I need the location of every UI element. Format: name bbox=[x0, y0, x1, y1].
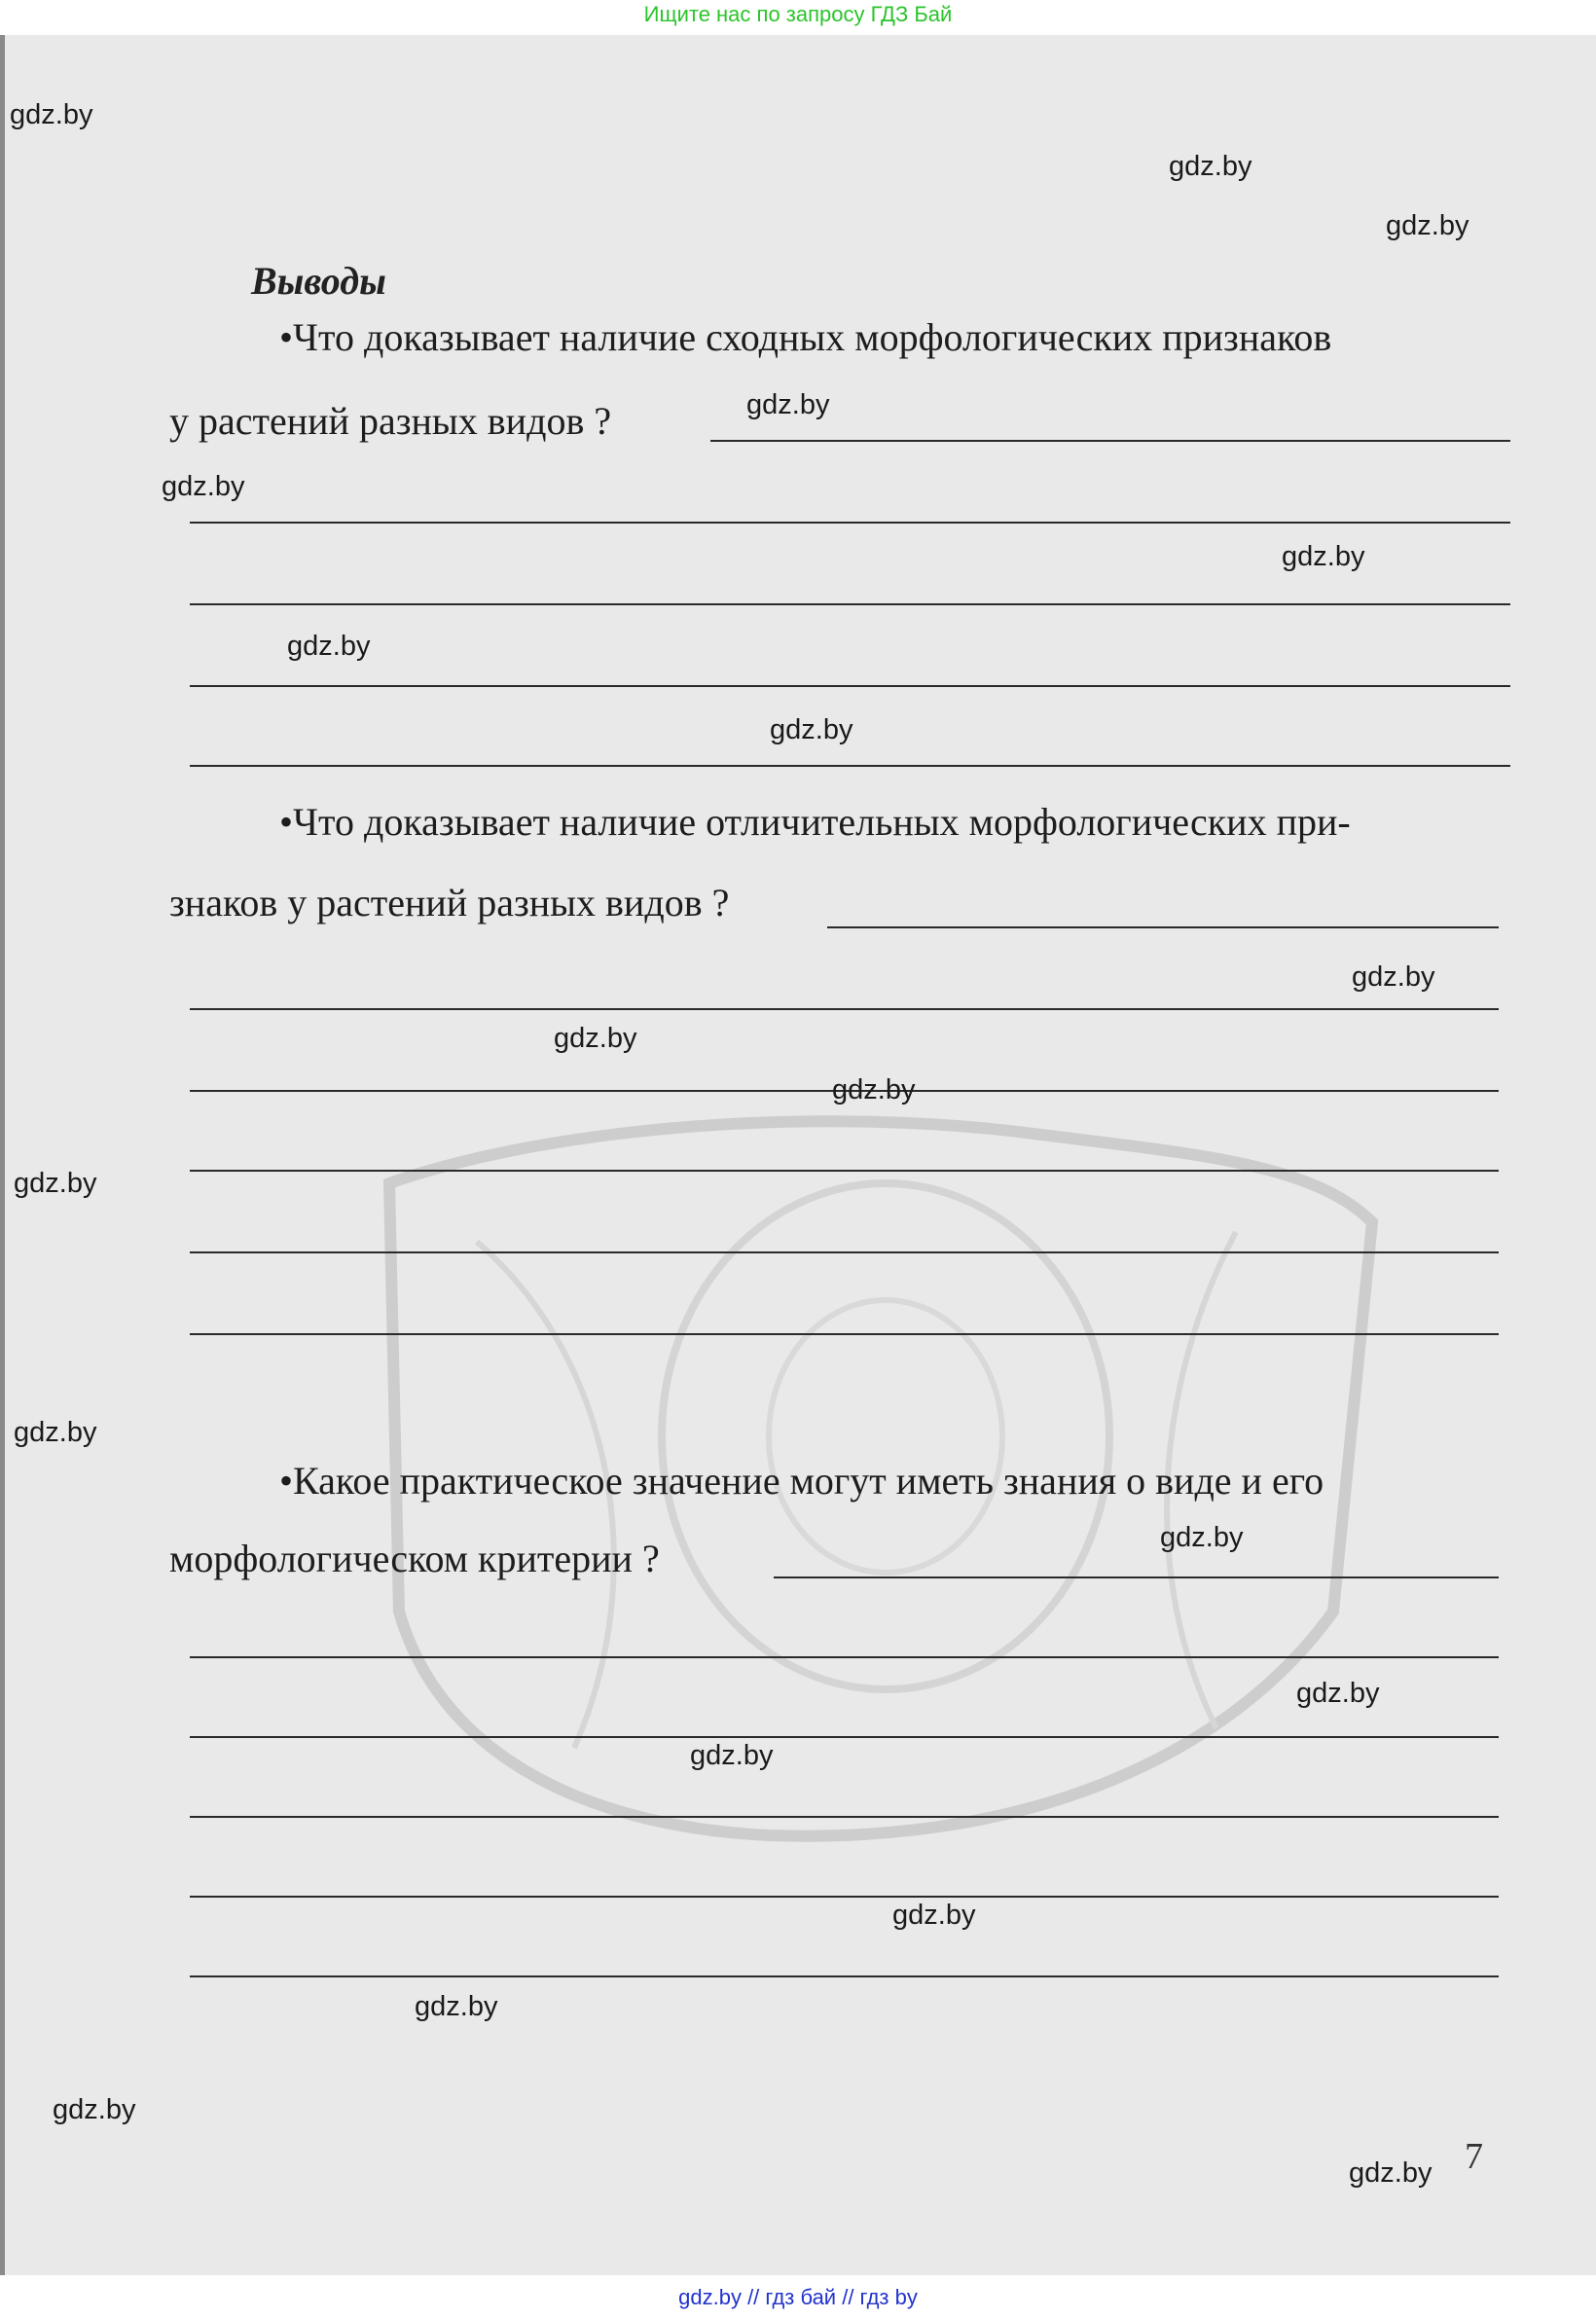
watermark: gdz.by bbox=[746, 389, 830, 420]
watermark: gdz.by bbox=[770, 714, 853, 745]
answer-line[interactable] bbox=[190, 522, 1510, 524]
watermark: gdz.by bbox=[415, 1991, 498, 2022]
workbook-page bbox=[0, 35, 1596, 2275]
answer-line[interactable] bbox=[190, 1975, 1499, 1977]
watermark: gdz.by bbox=[10, 99, 93, 130]
question-1-line-1 bbox=[279, 314, 1331, 360]
watermark: gdz.by bbox=[287, 631, 371, 662]
answer-line[interactable] bbox=[190, 603, 1510, 605]
page-number: 7 bbox=[1465, 2136, 1483, 2177]
question-2-bullet: • bbox=[279, 800, 294, 844]
answer-line[interactable] bbox=[190, 685, 1510, 687]
question-3-line-2: морфологическом критерии ? bbox=[169, 1537, 660, 1580]
question-3-bullet: • bbox=[279, 1459, 294, 1503]
answer-line[interactable] bbox=[190, 765, 1510, 767]
watermark: gdz.by bbox=[53, 2094, 136, 2125]
watermark: gdz.by bbox=[14, 1168, 97, 1199]
watermark: gdz.by bbox=[1169, 151, 1252, 182]
answer-line[interactable] bbox=[774, 1576, 1499, 1578]
answer-line[interactable] bbox=[710, 440, 1510, 442]
watermark: gdz.by bbox=[1296, 1678, 1380, 1709]
question-2-line-1 bbox=[279, 799, 1351, 845]
question-2-text-1: Что доказывает наличие отличительных морфологических при- bbox=[293, 800, 1351, 844]
question-1-line-2: у растений разных видов ? bbox=[169, 399, 612, 443]
bottom-banner[interactable]: gdz.by // гдз бай // гдз by bbox=[678, 2285, 918, 2309]
watermark: gdz.by bbox=[1282, 541, 1365, 572]
top-banner[interactable]: Ищите нас по запросу ГДЗ Бай bbox=[643, 2, 953, 26]
answer-line[interactable] bbox=[190, 1251, 1499, 1253]
answer-line[interactable] bbox=[827, 926, 1499, 928]
answer-line[interactable] bbox=[190, 1656, 1499, 1658]
watermark: gdz.by bbox=[1349, 2157, 1433, 2189]
section-heading: Выводы bbox=[251, 259, 386, 303]
question-2-line-2: знаков у растений разных видов ? bbox=[169, 881, 730, 924]
question-1-bullet: • bbox=[279, 315, 294, 359]
question-1-text-1: Что доказывает наличие сходных морфологических признаков bbox=[293, 315, 1332, 359]
answer-line[interactable] bbox=[190, 1008, 1499, 1010]
watermark: gdz.by bbox=[554, 1023, 637, 1054]
question-3-line-1 bbox=[279, 1458, 1324, 1504]
answer-line[interactable] bbox=[190, 1816, 1499, 1818]
answer-line[interactable] bbox=[190, 1170, 1499, 1172]
watermark: gdz.by bbox=[690, 1740, 774, 1771]
answer-line[interactable] bbox=[190, 1333, 1499, 1335]
question-3-text-1: Какое практическое значение могут иметь знания о виде и его bbox=[293, 1459, 1324, 1503]
watermark: gdz.by bbox=[892, 1900, 976, 1931]
answer-line[interactable] bbox=[190, 1736, 1499, 1738]
watermark: gdz.by bbox=[1160, 1522, 1244, 1553]
watermark: gdz.by bbox=[1386, 210, 1469, 241]
watermark: gdz.by bbox=[162, 471, 245, 502]
answer-line[interactable] bbox=[190, 1896, 1499, 1898]
watermark: gdz.by bbox=[14, 1417, 97, 1448]
page-edge bbox=[0, 35, 5, 2275]
watermark: gdz.by bbox=[1352, 961, 1435, 993]
watermark: gdz.by bbox=[832, 1074, 916, 1105]
